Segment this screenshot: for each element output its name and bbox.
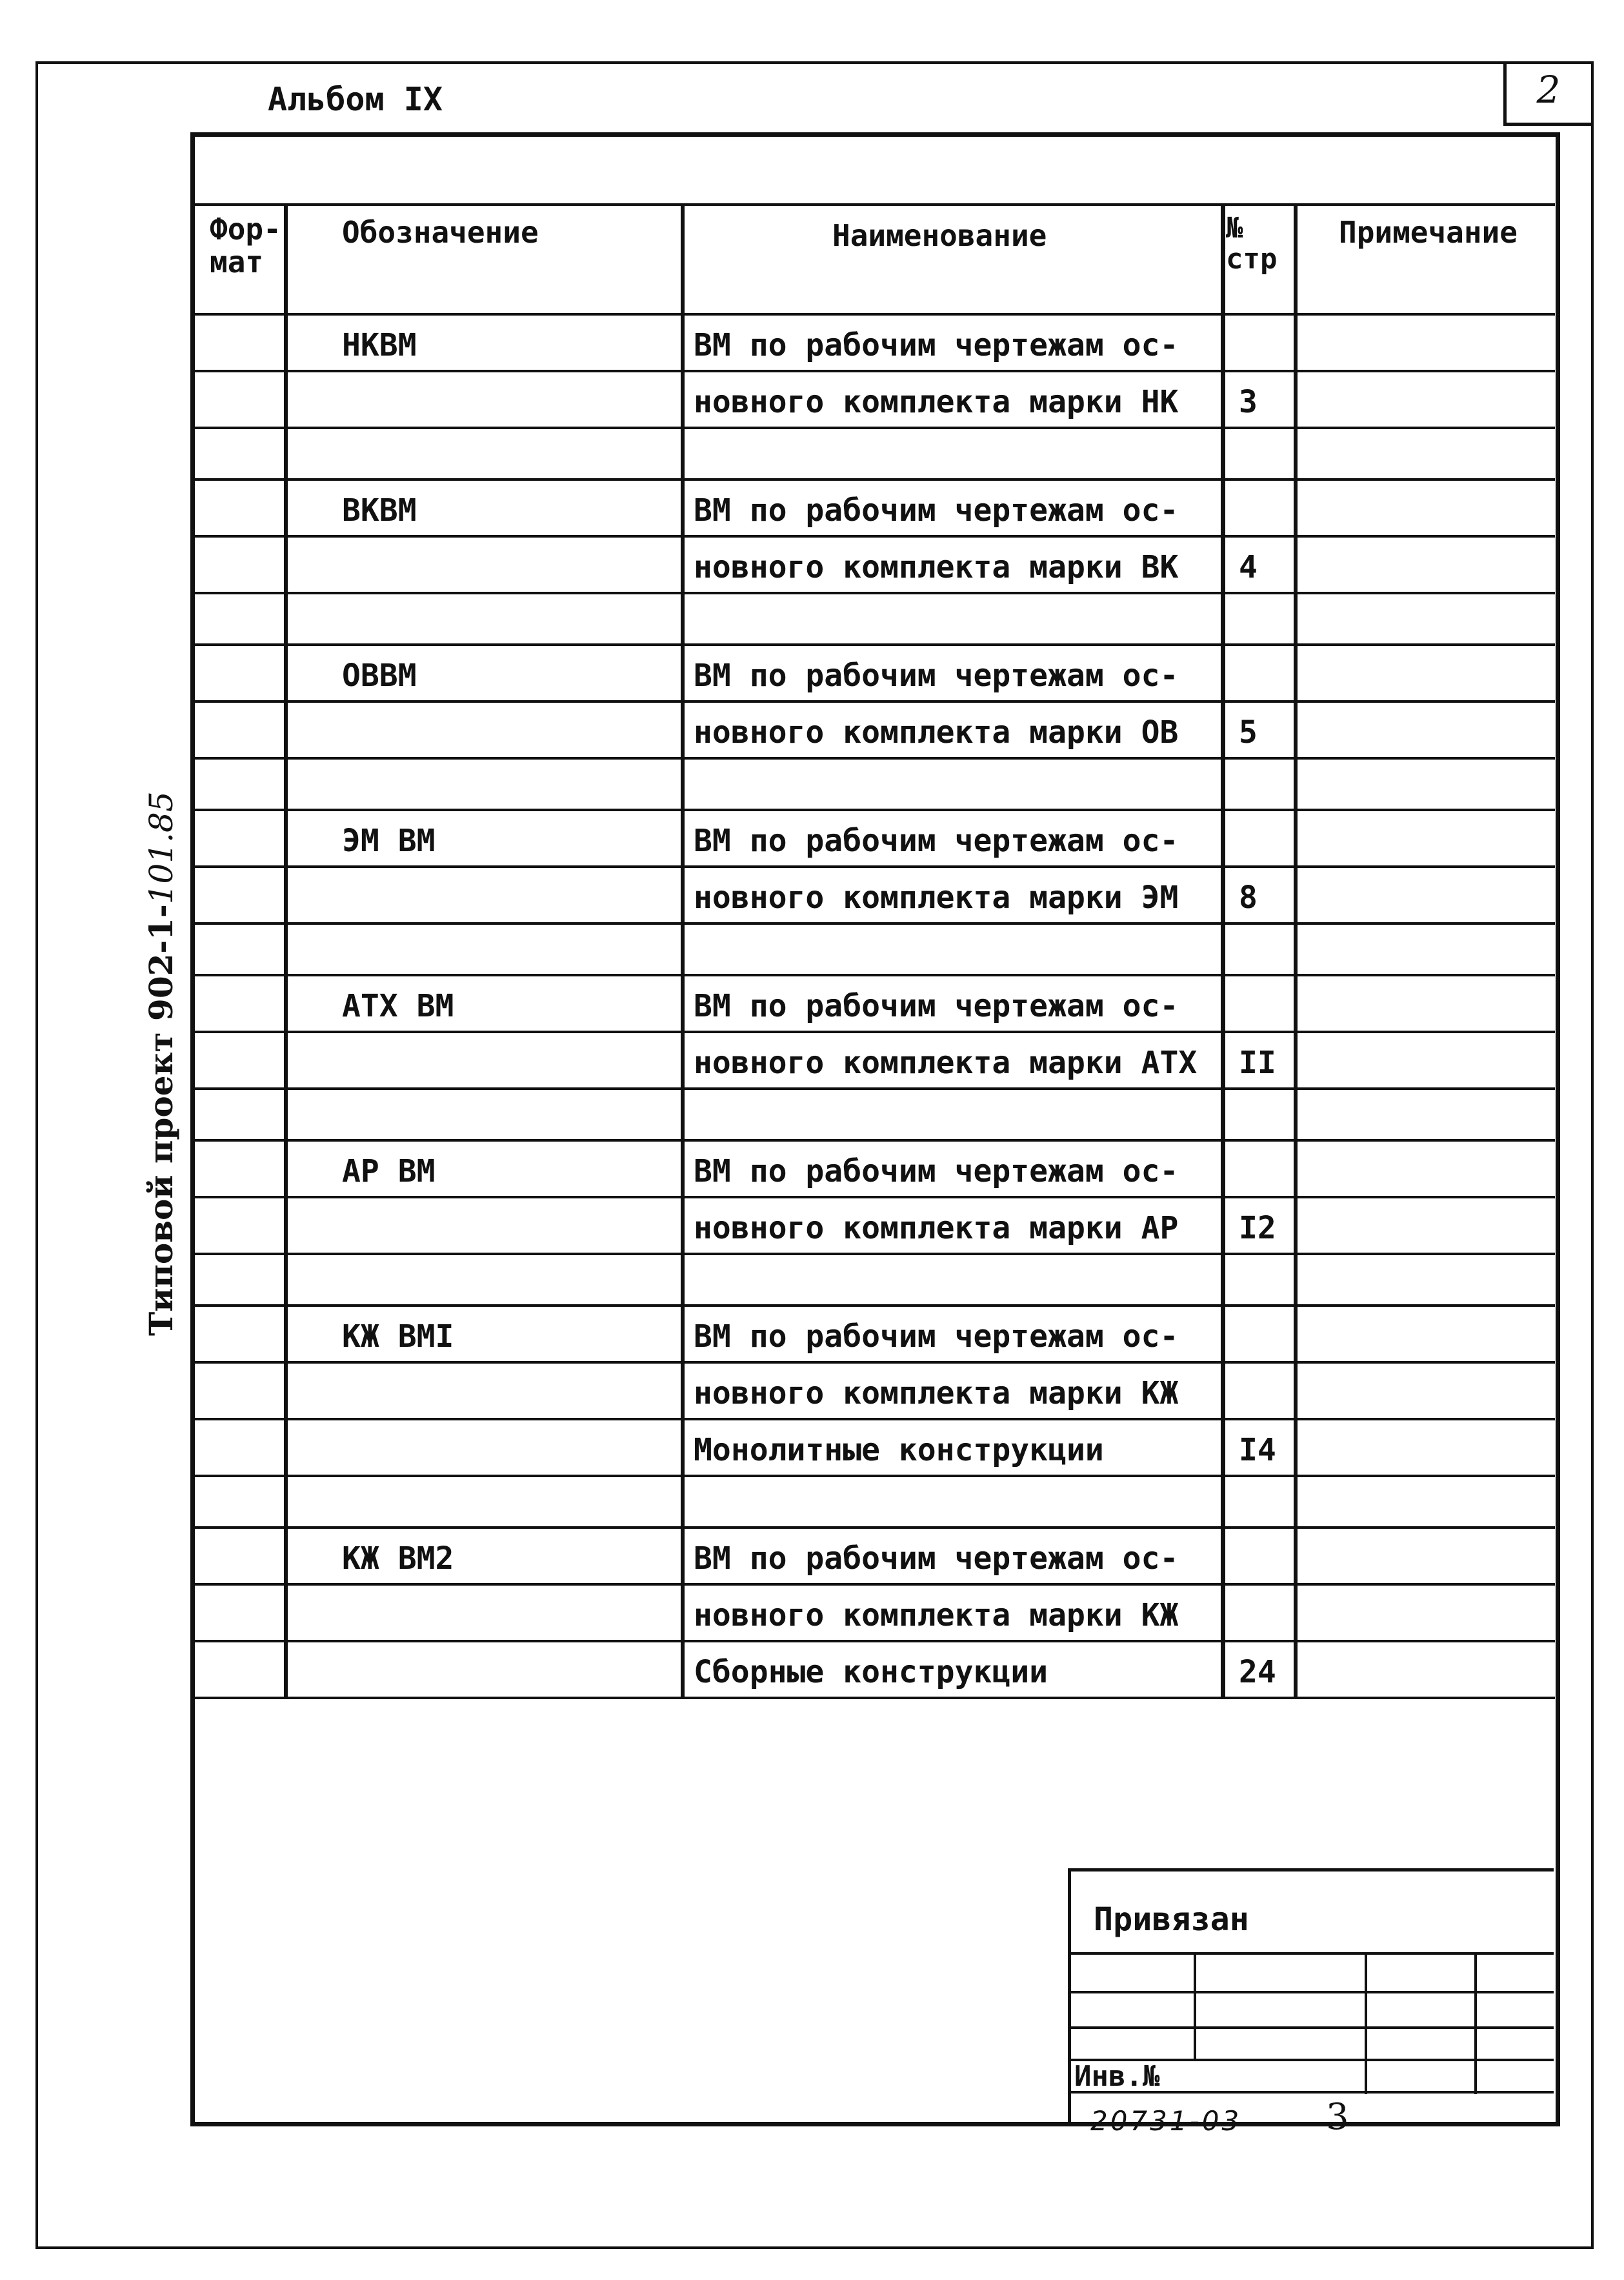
row-line	[195, 1697, 1555, 1699]
row-designation: АТХ ВМ	[342, 988, 454, 1024]
header-format: Фор-мат	[210, 212, 281, 279]
stamp-vline-2	[1365, 1952, 1367, 2094]
header-page: № стр	[1226, 212, 1278, 276]
row-page: II	[1239, 1045, 1276, 1081]
row-name-line: ВМ по рабочим чертежам ос-	[694, 823, 1179, 859]
row-name-line: ВМ по рабочим чертежам ос-	[694, 1318, 1179, 1355]
row-line	[195, 1087, 1555, 1090]
row-name-line: новного комплекта марки ЭМ	[694, 880, 1179, 916]
row-line	[195, 865, 1555, 868]
row-line	[195, 1361, 1555, 1364]
row-line	[195, 643, 1555, 646]
row-line	[195, 1418, 1555, 1420]
row-name-line: ВМ по рабочим чертежам ос-	[694, 988, 1179, 1024]
row-line	[195, 700, 1555, 703]
row-page: 4	[1239, 549, 1258, 585]
row-designation: ВКВМ	[342, 492, 417, 529]
side-label-number: 101.85	[143, 791, 180, 905]
side-label-prefix: Типовой проект 902-1-	[142, 904, 180, 1336]
row-line	[195, 922, 1555, 925]
row-line	[195, 974, 1555, 976]
row-name-line: ВМ по рабочим чертежам ос-	[694, 1153, 1179, 1189]
row-line	[195, 757, 1555, 760]
row-line	[195, 1583, 1555, 1586]
stamp-vline-3	[1474, 1952, 1477, 2094]
stamp-inventory-label: Инв.№	[1074, 2060, 1160, 2093]
row-name-line: новного комплекта марки ВК	[694, 549, 1179, 585]
side-label	[142, 791, 180, 1336]
row-name-line: ВМ по рабочим чертежам ос-	[694, 658, 1179, 694]
row-line	[195, 1253, 1555, 1255]
row-page: I4	[1239, 1432, 1276, 1468]
column-line-note	[1294, 203, 1298, 1697]
row-designation: ОВВМ	[342, 658, 417, 694]
row-line	[195, 1196, 1555, 1198]
row-name-line: новного комплекта марки ОВ	[694, 714, 1179, 751]
row-line	[195, 1475, 1555, 1477]
row-designation: НКВМ	[342, 327, 417, 363]
row-name-line: Монолитные конструкции	[694, 1432, 1104, 1468]
stamp-inventory-number: 20731-03	[1090, 2105, 1242, 2137]
row-line	[195, 592, 1555, 594]
header-bottom-line	[195, 313, 1555, 316]
row-name-line: ВМ по рабочим чертежам ос-	[694, 327, 1179, 363]
row-line	[195, 1526, 1555, 1529]
column-line-format	[284, 203, 288, 1697]
album-title: Альбом IX	[268, 81, 443, 118]
row-line	[195, 478, 1555, 481]
stamp-vline-1	[1194, 1952, 1196, 2059]
row-line	[195, 1031, 1555, 1033]
row-line	[195, 1640, 1555, 1642]
row-page: 3	[1239, 384, 1258, 420]
row-line	[195, 1304, 1555, 1307]
row-name-line: новного комплекта марки АТХ	[694, 1045, 1198, 1081]
row-designation: ЭМ ВМ	[342, 823, 436, 859]
column-line-name	[681, 203, 685, 1697]
row-line	[195, 809, 1555, 811]
row-name-line: ВМ по рабочим чертежам ос-	[694, 1540, 1179, 1577]
row-name-line: новного комплекта марки АР	[694, 1210, 1179, 1246]
row-line	[195, 370, 1555, 372]
stamp-top-line	[1068, 1868, 1554, 1871]
stamp-line-1	[1068, 1952, 1554, 1955]
stamp-attached: Привязан	[1094, 1901, 1249, 1938]
row-line	[195, 1139, 1555, 1142]
row-designation: АР ВМ	[342, 1153, 436, 1189]
row-page: 8	[1239, 880, 1258, 916]
row-name-line: новного комплекта марки КЖ	[694, 1375, 1179, 1411]
column-line-page	[1221, 203, 1225, 1697]
stamp-line-2	[1068, 1991, 1554, 1993]
row-designation: КЖ ВМ2	[342, 1540, 454, 1577]
stamp-left-line	[1068, 1868, 1071, 2126]
header-note: Примечание	[1339, 215, 1518, 250]
row-name-line: ВМ по рабочим чертежам ос-	[694, 492, 1179, 529]
header-top-line	[195, 203, 1555, 206]
row-page: 24	[1239, 1654, 1276, 1690]
row-name-line: новного комплекта марки НК	[694, 384, 1179, 420]
row-line	[195, 535, 1555, 538]
stamp-sheet-number: 3	[1326, 2096, 1349, 2138]
row-designation: КЖ ВМI	[342, 1318, 454, 1355]
header-designation: Обозначение	[342, 215, 539, 250]
row-name-line: Сборные конструкции	[694, 1654, 1048, 1690]
stamp-line-3	[1068, 2026, 1554, 2029]
row-page: I2	[1239, 1210, 1276, 1246]
page-number: 2	[1536, 68, 1561, 112]
inner-frame	[190, 132, 1560, 2126]
row-name-line: новного комплекта марки КЖ	[694, 1597, 1179, 1633]
row-line	[195, 427, 1555, 429]
header-name: Наименование	[832, 218, 1047, 253]
row-page: 5	[1239, 714, 1258, 751]
